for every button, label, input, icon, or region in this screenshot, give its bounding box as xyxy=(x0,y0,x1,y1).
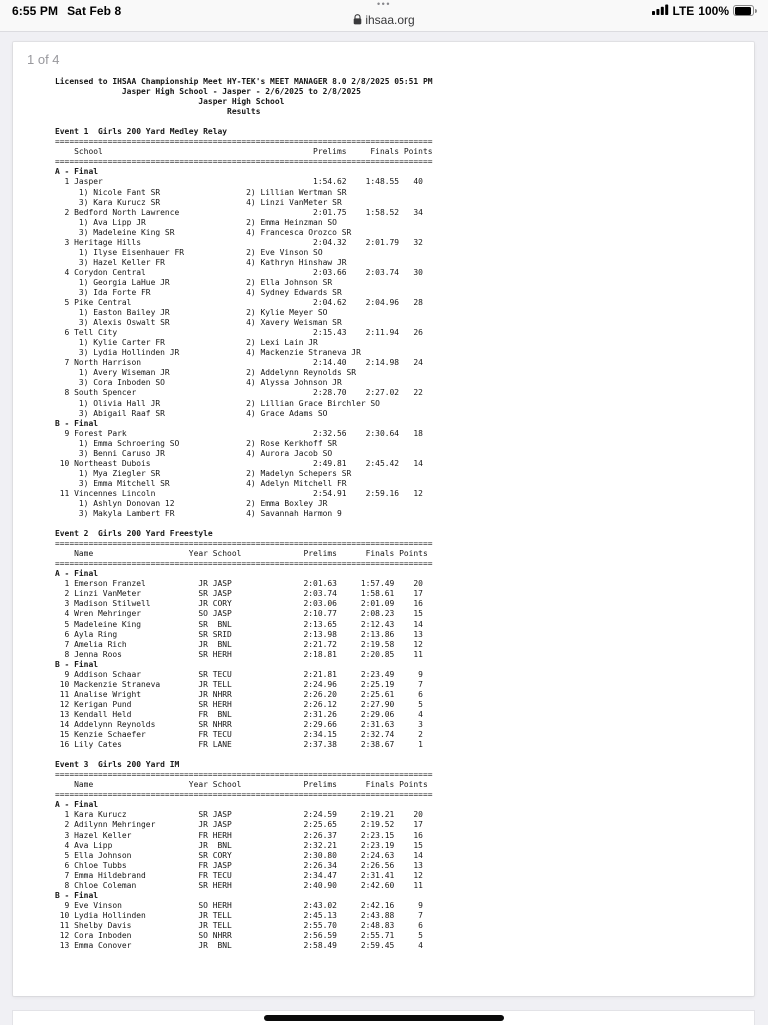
url-domain: ihsaa.org xyxy=(365,13,415,27)
status-time: 6:55 PM xyxy=(12,4,59,18)
battery-icon xyxy=(733,5,758,16)
page-options-menu-icon[interactable]: ••• xyxy=(377,0,391,9)
results-document: Licensed to IHSAA Championship Meet HY-TEK's MEET MANAGER 8.0 2/8/2025 05:51 PM Jasper High School - Jasper - 2/6/2025 to 2/8/2025 Jasper High School Results Event 1 Girls 200 Yard Medley Relay =============================================================================== School Prelims Finals Points =============================================================================== A - Final 1 Jasper 1:54.62 1:48.55 40 1) Nicole Fant SR 2) Lillian Wertman SR 3) Kara Kurucz SR 4) Linzi VanMeter SR 2 Bedford North Lawrence 2:01.75 1:58.52 34 1) Ava Lipp JR 2) Emma Heinzman SO 3) Madeleine King SR 4) Francesca Orozco SR 3 Heritage Hills 2:04.32 2:01.79 32 1) Ilyse Eisenhauer FR 2) Eve Vinson SO 3) Hazel Keller FR 4) Kathryn Hinshaw JR 4 Corydon Central 2:03.66 2:03.74 30 1) Georgia LaHue JR 2) Ella Johnson SR 3) Ida Forte FR 4) Sydney Edwards SR 5 Pike Central 2:04.62 2:04.96 28 1) Easton Bailey JR 2) Kylie Meyer SO 3) Alexis Oswalt SR 4) Xavery Weisman SR 6 Tell City 2:15.43 2:11.94 26 1) Kylie Carter FR 2) Lexi Lain JR 3) Lydia Hollinden JR 4) Mackenzie Straneva JR 7 North Harrison 2:14.40 2:14.98 24 1) Avery Wiseman JR 2) Addelynn Reynolds SR 3) Cora Inboden SO 4) Alyssa Johnson JR 8 South Spencer 2:28.70 2:27.02 22 1) Olivia Hall JR 2) Lillian Grace Birchler SO 3) Abigail Raaf SR 4) Grace Adams SO B - Final 9 Forest Park 2:32.56 2:30.64 18 1) Emma Schroering SO 2) Rose Kerkhoff SR 3) Benni Caruso JR 4) Aurora Jacob SO 10 Northeast Dubois 2:49.81 2:45.42 14 1) Mya Ziegler SR 2) Madelyn Schepers SR 3) Emma Mitchell SR 4) Adelyn Mitchell FR 11 Vincennes Lincoln 2:54.91 2:59.16 12 1) Ashlyn Donovan 12 2) Emma Boxley JR 3) Makyla Lambert FR 4) Savannah Harmon 9 Event 2 Girls 200 Yard Freestyle =============================================================================== Name Year School Prelims Finals Points =============================================================================== A - Final 1 Emerson Franzel JR JASP 2:01.63 1:57.49 20 2 Linzi VanMeter SR JASP 2:03.74 1:58.61 17 3 Madison Stilwell JR CORY 2:03.06 2:01.09 16 4 Wren Mehringer SO JASP 2:10.77 2:08.23 15 5 Madeleine King SR BNL 2:13.65 2:12.43 14 6 Ayla Ring SR SRID 2:13.98 2:13.86 13 7 Amelia Rich JR BNL 2:21.72 2:19.58 12 8 Jenna Roos SR HERH 2:18.81 2:20.85 11 B - Final 9 Addison Schaar SR TECU 2:21.81 2:23.49 9 10 Mackenzie Straneva JR TELL 2:24.96 2:25.19 7 11 Analise Wright JR NHRR 2:26.20 2:25.61 6 12 Kerigan Pund SR HERH 2:26.12 2:27.90 5 13 Kendall Held FR BNL 2:31.26 2:29.06 4 14 Addelynn Reynolds SR NHRR 2:29.66 2:31.63 3 15 Kenzie Schaefer FR TECU 2:34.15 2:32.74 2 16 Lily Cates FR LANE 2:37.38 2:38.67 1 Event 3 Girls 200 Yard IM =============================================================================== Name Year School Prelims Finals Points =============================================================================== A - Final 1 Kara Kurucz SR JASP 2:24.59 2:19.21 20 2 Adilynn Mehringer JR JASP 2:25.65 2:19.52 17 3 Hazel Keller FR HERH 2:26.37 2:23.15 16 4 Ava Lipp JR BNL 2:32.21 2:23.19 15 5 Ella Johnson SR CORY 2:30.80 2:24.63 14 6 Chloe Tubbs FR JASP 2:26.34 2:26.56 13 7 Emma Hildebrand FR TECU 2:34.47 2:31.41 12 8 Chloe Coleman SR HERH 2:40.90 2:42.60 11 B - Final 9 Eve Vinson SO HERH 2:43.02 2:42.16 9 10 Lydia Hollinden JR TELL 2:45.13 2:43.88 7 11 Shelby Davis JR TELL 2:55.70 2:48.83 6 12 Cora Inboden SO NHRR 2:56.59 2:55.71 5 13 Emma Conover JR BNL 2:58.49 2:59.45 4 xyxy=(55,77,433,951)
cellular-signal-icon xyxy=(652,4,669,18)
status-bar xyxy=(0,0,768,32)
status-indicators xyxy=(652,4,758,17)
page-indicator: 1 of 4 xyxy=(27,52,60,67)
status-date: Sat Feb 8 xyxy=(67,4,122,18)
lock-icon xyxy=(353,13,365,27)
carrier-label: LTE xyxy=(672,3,695,18)
battery-percent: 100% xyxy=(698,3,729,18)
pdf-page-1[interactable] xyxy=(13,42,754,996)
home-indicator[interactable] xyxy=(264,1015,504,1021)
